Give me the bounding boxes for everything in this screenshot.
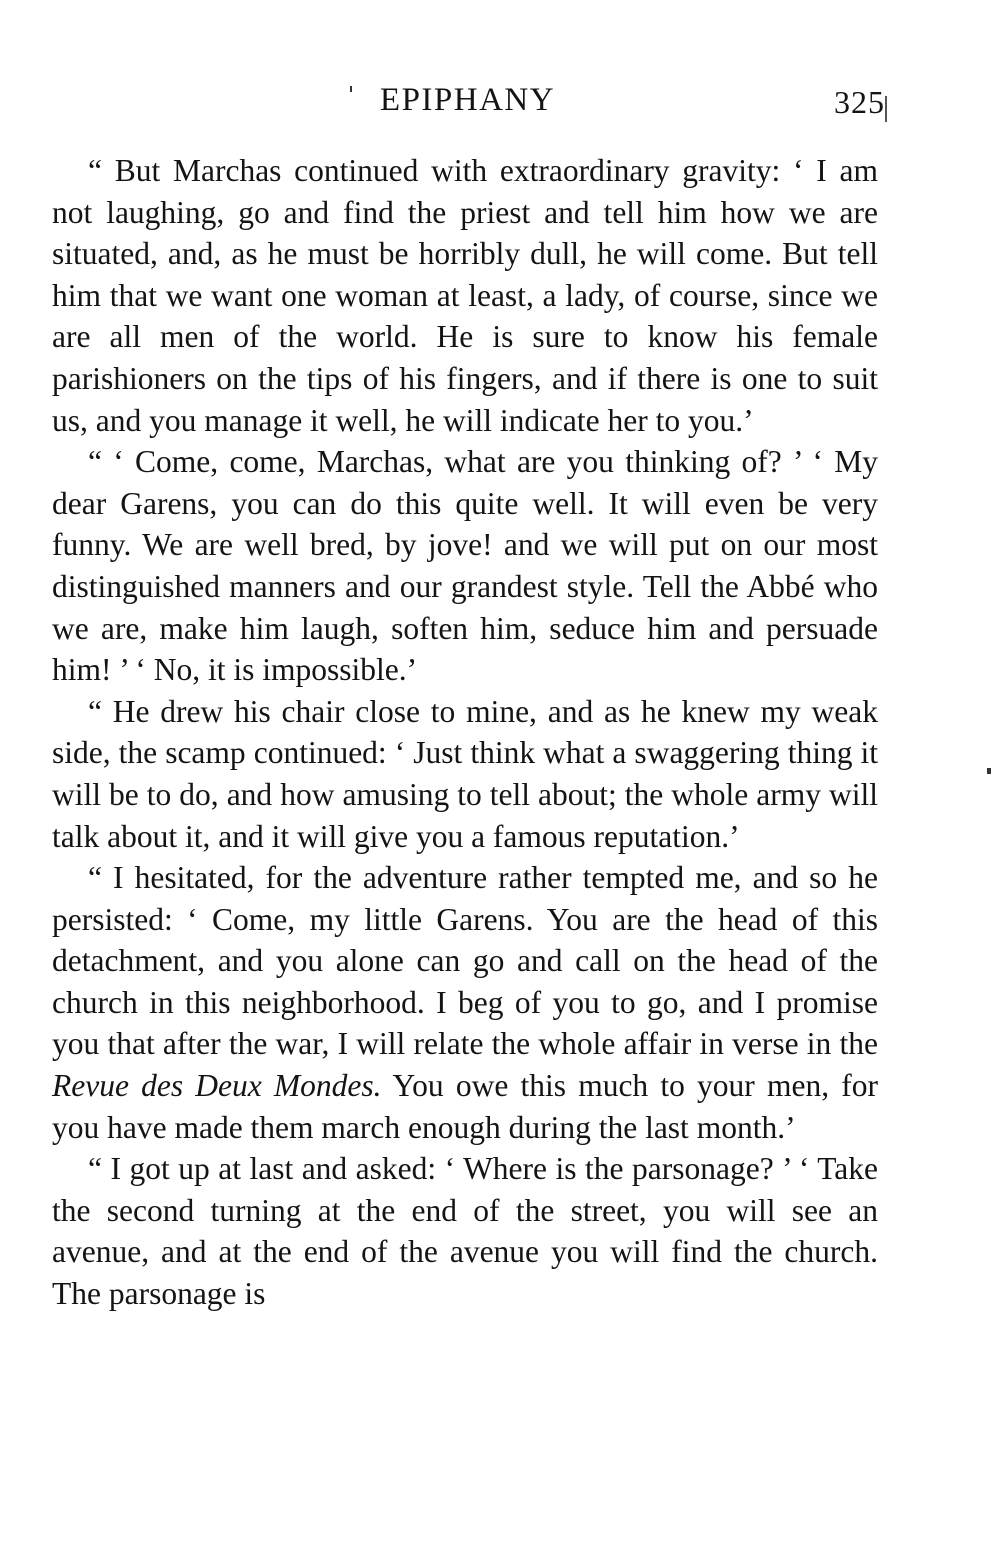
running-head [50,82,885,128]
paragraph-text: “ But Marchas continued with extraordinary gravity: ‘ I am not laughing, go and find the priest and tell him how we are situated, and, as he must be horribly dull, he will come. But tell him that we want one woman at least, a lady, of course, since we are all men of the world. He is sure to know his female parishioners on the tips of his fingers, and if there is one to suit us, and you manage it well, he will indicate her to you.’ [52,153,878,438]
scan-speck [350,86,352,92]
page-number: 325 [834,84,885,120]
paragraph [52,441,878,691]
body-text [52,150,878,1315]
scan-speck [987,768,991,774]
paragraph-text: “ He drew his chair close to mine, and as he knew my weak side, the scamp continued: ‘ Just think what a swaggering thing it will be to do, and how amusing to tell about; the whole army will talk about it, and it will give you a famous reputation.’ [52,693,878,854]
scan-speck [885,96,887,122]
paragraph [52,691,878,857]
chapter-title: EPIPHANY [379,82,556,118]
paragraph-text-continued: You owe this much to your men, for you have made them march enough during the last month.’ [52,1068,878,1145]
paragraph [52,1148,878,1314]
paragraph [52,150,878,441]
paragraph-text: “ ‘ Come, come, Marchas, what are you thinking of? ’ ‘ My dear Garens, you can do this quite well. It will even be very funny. We are well bred, by jove! and we will put on our most distinguished manners and our grandest style. Tell the Abbé who we are, make him laugh, soften him, seduce him and persuade him! ’ ‘ No, it is impossible.’ [52,444,878,688]
paragraph-text: “ I hesitated, for the adventure rather tempted me, and so he persisted: ‘ Come, my little Garens. You are the head of this detachment, and you alone can go and call on the head of the church in this neighborhood. I beg of you to go, and I promise you that after the war, I will relate the whole affair in verse in the [52,860,878,1062]
paragraph-text: “ I got up at last and asked: ‘ Where is the parsonage? ’ ‘ Take the second turning at the end of the street, you will see an avenue, and at the end of the avenue you will find the church. The parsonage is [52,1151,878,1312]
paragraph-italic-text: Revue des Deux Mondes. [52,1068,382,1104]
paragraph [52,857,878,1148]
